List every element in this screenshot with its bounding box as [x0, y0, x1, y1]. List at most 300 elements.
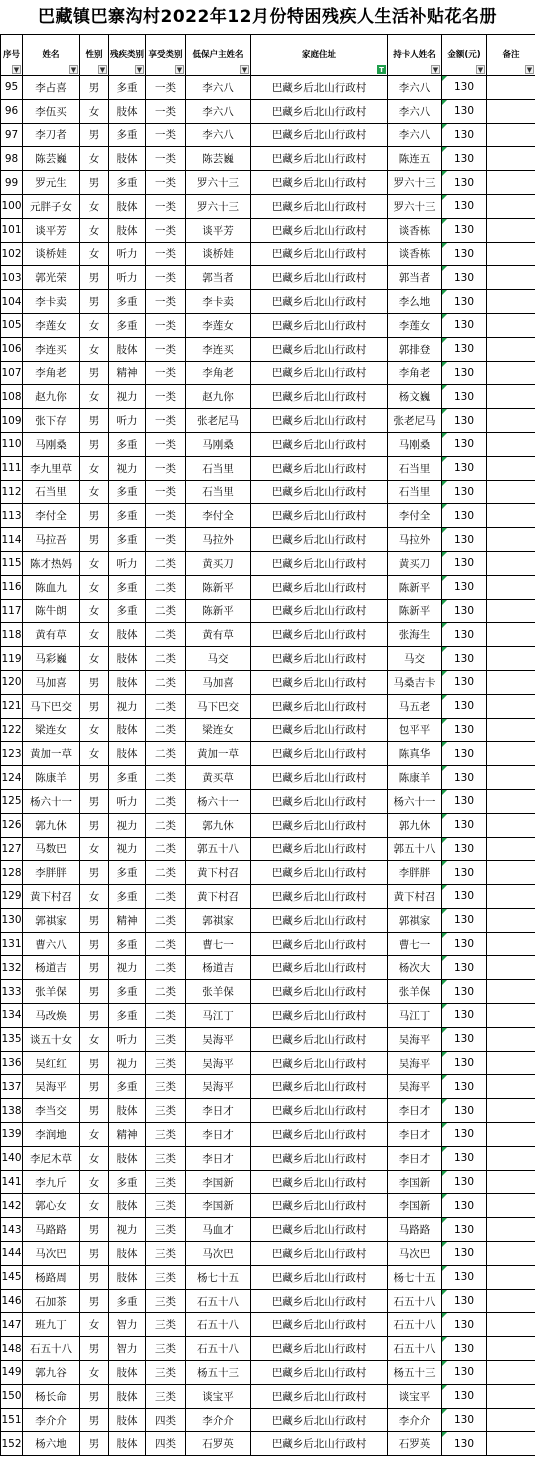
cell-address[interactable]: 巴藏乡后北山行政村 — [251, 1265, 388, 1289]
cell-note[interactable] — [487, 742, 535, 766]
cell-note[interactable] — [487, 861, 535, 885]
cell-household-head[interactable]: 李介介 — [186, 1408, 251, 1432]
cell-seq[interactable]: 105 — [1, 313, 23, 337]
cell-disability-type[interactable]: 多重 — [109, 1004, 146, 1028]
cell-amount[interactable]: 130 — [442, 361, 487, 385]
cell-sex[interactable]: 男 — [80, 1051, 109, 1075]
cell-seq[interactable]: 122 — [1, 718, 23, 742]
cell-amount[interactable]: 130 — [442, 956, 487, 980]
cell-cardholder[interactable]: 李么地 — [388, 290, 442, 314]
cell-name[interactable]: 马数巴 — [23, 837, 80, 861]
cell-amount[interactable]: 130 — [442, 837, 487, 861]
cell-name[interactable]: 梁连女 — [23, 718, 80, 742]
cell-seq[interactable]: 103 — [1, 266, 23, 290]
cell-sex[interactable]: 女 — [80, 218, 109, 242]
cell-note[interactable] — [487, 266, 535, 290]
cell-sex[interactable]: 男 — [80, 766, 109, 790]
cell-benefit-class[interactable]: 三类 — [146, 1265, 186, 1289]
cell-disability-type[interactable]: 肢体 — [109, 1361, 146, 1385]
cell-address[interactable]: 巴藏乡后北山行政村 — [251, 385, 388, 409]
cell-address[interactable]: 巴藏乡后北山行政村 — [251, 76, 388, 100]
cell-benefit-class[interactable]: 一类 — [146, 480, 186, 504]
cell-benefit-class[interactable]: 一类 — [146, 123, 186, 147]
cell-cardholder[interactable]: 包平平 — [388, 718, 442, 742]
cell-benefit-class[interactable]: 一类 — [146, 528, 186, 552]
cell-name[interactable]: 石加茶 — [23, 1289, 80, 1313]
cell-seq[interactable]: 120 — [1, 670, 23, 694]
cell-name[interactable]: 吴红红 — [23, 1051, 80, 1075]
cell-amount[interactable]: 130 — [442, 1194, 487, 1218]
cell-cardholder[interactable]: 石五十八 — [388, 1313, 442, 1337]
cell-sex[interactable]: 男 — [80, 290, 109, 314]
cell-disability-type[interactable]: 多重 — [109, 766, 146, 790]
cell-disability-type[interactable]: 多重 — [109, 504, 146, 528]
cell-sex[interactable]: 男 — [80, 432, 109, 456]
cell-amount[interactable]: 130 — [442, 694, 487, 718]
cell-name[interactable]: 黄有草 — [23, 623, 80, 647]
cell-sex[interactable]: 男 — [80, 361, 109, 385]
cell-benefit-class[interactable]: 一类 — [146, 456, 186, 480]
cell-cardholder[interactable]: 马次巴 — [388, 1242, 442, 1266]
cell-sex[interactable]: 男 — [80, 1384, 109, 1408]
cell-benefit-class[interactable]: 二类 — [146, 813, 186, 837]
cell-benefit-class[interactable]: 一类 — [146, 76, 186, 100]
cell-cardholder[interactable]: 李六八 — [388, 123, 442, 147]
cell-household-head[interactable]: 张羊保 — [186, 980, 251, 1004]
cell-household-head[interactable]: 石五十八 — [186, 1289, 251, 1313]
cell-note[interactable] — [487, 885, 535, 909]
cell-name[interactable]: 杨道吉 — [23, 956, 80, 980]
cell-sex[interactable]: 男 — [80, 1242, 109, 1266]
cell-address[interactable]: 巴藏乡后北山行政村 — [251, 647, 388, 671]
cell-amount[interactable]: 130 — [442, 1075, 487, 1099]
cell-name[interactable]: 郭祺家 — [23, 908, 80, 932]
cell-note[interactable] — [487, 313, 535, 337]
cell-disability-type[interactable]: 多重 — [109, 1289, 146, 1313]
cell-sex[interactable]: 男 — [80, 1289, 109, 1313]
cell-seq[interactable]: 99 — [1, 171, 23, 195]
cell-cardholder[interactable]: 杨五十三 — [388, 1361, 442, 1385]
cell-sex[interactable]: 女 — [80, 1361, 109, 1385]
cell-household-head[interactable]: 黄买草 — [186, 766, 251, 790]
cell-benefit-class[interactable]: 三类 — [146, 1146, 186, 1170]
cell-name[interactable]: 李伍买 — [23, 99, 80, 123]
cell-disability-type[interactable]: 视力 — [109, 694, 146, 718]
cell-amount[interactable]: 130 — [442, 599, 487, 623]
cell-cardholder[interactable]: 李角老 — [388, 361, 442, 385]
cell-amount[interactable]: 130 — [442, 766, 487, 790]
filter-dropdown-icon[interactable]: ▼ — [477, 66, 484, 74]
cell-seq[interactable]: 128 — [1, 861, 23, 885]
cell-note[interactable] — [487, 694, 535, 718]
cell-amount[interactable]: 130 — [442, 742, 487, 766]
cell-sex[interactable]: 男 — [80, 694, 109, 718]
cell-name[interactable]: 陈血九 — [23, 575, 80, 599]
cell-benefit-class[interactable]: 三类 — [146, 1361, 186, 1385]
cell-note[interactable] — [487, 1146, 535, 1170]
cell-sex[interactable]: 女 — [80, 647, 109, 671]
cell-note[interactable] — [487, 480, 535, 504]
cell-sex[interactable]: 男 — [80, 1218, 109, 1242]
cell-amount[interactable]: 130 — [442, 1099, 487, 1123]
cell-disability-type[interactable]: 多重 — [109, 599, 146, 623]
cell-note[interactable] — [487, 980, 535, 1004]
cell-cardholder[interactable]: 李日才 — [388, 1123, 442, 1147]
cell-household-head[interactable]: 李国新 — [186, 1194, 251, 1218]
cell-address[interactable]: 巴藏乡后北山行政村 — [251, 670, 388, 694]
cell-note[interactable] — [487, 76, 535, 100]
cell-household-head[interactable]: 谈宝平 — [186, 1384, 251, 1408]
cell-address[interactable]: 巴藏乡后北山行政村 — [251, 599, 388, 623]
cell-disability-type[interactable]: 视力 — [109, 837, 146, 861]
cell-disability-type[interactable]: 视力 — [109, 385, 146, 409]
filter-dropdown-icon[interactable]: ▼ — [13, 66, 20, 74]
cell-name[interactable]: 马加喜 — [23, 670, 80, 694]
cell-seq[interactable]: 125 — [1, 789, 23, 813]
cell-cardholder[interactable]: 陈真华 — [388, 742, 442, 766]
cell-benefit-class[interactable]: 三类 — [146, 1218, 186, 1242]
cell-note[interactable] — [487, 1218, 535, 1242]
cell-amount[interactable]: 130 — [442, 1123, 487, 1147]
cell-note[interactable] — [487, 789, 535, 813]
cell-cardholder[interactable]: 马路路 — [388, 1218, 442, 1242]
cell-amount[interactable]: 130 — [442, 1313, 487, 1337]
cell-address[interactable]: 巴藏乡后北山行政村 — [251, 147, 388, 171]
cell-note[interactable] — [487, 1265, 535, 1289]
cell-cardholder[interactable]: 郭排登 — [388, 337, 442, 361]
cell-note[interactable] — [487, 385, 535, 409]
cell-cardholder[interactable]: 陈连五 — [388, 147, 442, 171]
cell-household-head[interactable]: 石当里 — [186, 480, 251, 504]
cell-benefit-class[interactable]: 一类 — [146, 409, 186, 433]
cell-benefit-class[interactable]: 三类 — [146, 1242, 186, 1266]
cell-sex[interactable]: 男 — [80, 789, 109, 813]
cell-note[interactable] — [487, 1361, 535, 1385]
cell-sex[interactable]: 男 — [80, 171, 109, 195]
cell-benefit-class[interactable]: 二类 — [146, 1004, 186, 1028]
cell-address[interactable]: 巴藏乡后北山行政村 — [251, 1027, 388, 1051]
cell-seq[interactable]: 134 — [1, 1004, 23, 1028]
cell-disability-type[interactable]: 肢体 — [109, 1432, 146, 1456]
cell-sex[interactable]: 男 — [80, 1408, 109, 1432]
cell-address[interactable]: 巴藏乡后北山行政村 — [251, 1194, 388, 1218]
filter-dropdown-icon[interactable]: ▼ — [136, 66, 143, 74]
cell-household-head[interactable]: 李六八 — [186, 76, 251, 100]
cell-household-head[interactable]: 马刚桑 — [186, 432, 251, 456]
cell-name[interactable]: 李九里草 — [23, 456, 80, 480]
cell-amount[interactable]: 130 — [442, 76, 487, 100]
cell-sex[interactable]: 女 — [80, 623, 109, 647]
cell-seq[interactable]: 102 — [1, 242, 23, 266]
cell-benefit-class[interactable]: 一类 — [146, 313, 186, 337]
cell-address[interactable]: 巴藏乡后北山行政村 — [251, 1313, 388, 1337]
cell-cardholder[interactable]: 郭祺家 — [388, 908, 442, 932]
cell-cardholder[interactable]: 张海生 — [388, 623, 442, 647]
cell-amount[interactable]: 130 — [442, 1242, 487, 1266]
cell-benefit-class[interactable]: 一类 — [146, 290, 186, 314]
cell-cardholder[interactable]: 杨次大 — [388, 956, 442, 980]
filter-dropdown-icon[interactable]: ▼ — [176, 66, 183, 74]
cell-household-head[interactable]: 黄加一草 — [186, 742, 251, 766]
cell-amount[interactable]: 130 — [442, 623, 487, 647]
cell-address[interactable]: 巴藏乡后北山行政村 — [251, 432, 388, 456]
cell-seq[interactable]: 135 — [1, 1027, 23, 1051]
cell-cardholder[interactable]: 李介介 — [388, 1408, 442, 1432]
cell-amount[interactable]: 130 — [442, 432, 487, 456]
cell-cardholder[interactable]: 马五老 — [388, 694, 442, 718]
cell-benefit-class[interactable]: 一类 — [146, 171, 186, 195]
cell-cardholder[interactable]: 吴海平 — [388, 1075, 442, 1099]
cell-disability-type[interactable]: 肢体 — [109, 194, 146, 218]
cell-cardholder[interactable]: 曹七一 — [388, 932, 442, 956]
cell-amount[interactable]: 130 — [442, 908, 487, 932]
cell-benefit-class[interactable]: 二类 — [146, 742, 186, 766]
cell-disability-type[interactable]: 听力 — [109, 266, 146, 290]
cell-address[interactable]: 巴藏乡后北山行政村 — [251, 456, 388, 480]
cell-name[interactable]: 李刀者 — [23, 123, 80, 147]
cell-name[interactable]: 杨六地 — [23, 1432, 80, 1456]
cell-amount[interactable]: 130 — [442, 980, 487, 1004]
cell-name[interactable]: 马改焕 — [23, 1004, 80, 1028]
cell-amount[interactable]: 130 — [442, 1361, 487, 1385]
cell-disability-type[interactable]: 肢体 — [109, 1099, 146, 1123]
cell-address[interactable]: 巴藏乡后北山行政村 — [251, 218, 388, 242]
cell-benefit-class[interactable]: 三类 — [146, 1027, 186, 1051]
cell-household-head[interactable]: 张老尼马 — [186, 409, 251, 433]
cell-cardholder[interactable]: 李莲女 — [388, 313, 442, 337]
cell-household-head[interactable]: 李卡卖 — [186, 290, 251, 314]
cell-seq[interactable]: 149 — [1, 1361, 23, 1385]
cell-household-head[interactable]: 李日才 — [186, 1123, 251, 1147]
cell-sex[interactable]: 男 — [80, 266, 109, 290]
cell-note[interactable] — [487, 647, 535, 671]
cell-name[interactable]: 李卡卖 — [23, 290, 80, 314]
cell-household-head[interactable]: 李六八 — [186, 123, 251, 147]
cell-cardholder[interactable]: 李付全 — [388, 504, 442, 528]
cell-sex[interactable]: 男 — [80, 932, 109, 956]
cell-cardholder[interactable]: 吴海平 — [388, 1051, 442, 1075]
cell-household-head[interactable]: 吴海平 — [186, 1027, 251, 1051]
cell-disability-type[interactable]: 肢体 — [109, 742, 146, 766]
cell-disability-type[interactable]: 听力 — [109, 551, 146, 575]
cell-seq[interactable]: 119 — [1, 647, 23, 671]
cell-note[interactable] — [487, 147, 535, 171]
cell-amount[interactable]: 130 — [442, 932, 487, 956]
cell-name[interactable]: 马下巴交 — [23, 694, 80, 718]
cell-name[interactable]: 马彩巍 — [23, 647, 80, 671]
cell-address[interactable]: 巴藏乡后北山行政村 — [251, 242, 388, 266]
cell-household-head[interactable]: 郭祺家 — [186, 908, 251, 932]
cell-amount[interactable]: 130 — [442, 813, 487, 837]
cell-address[interactable]: 巴藏乡后北山行政村 — [251, 528, 388, 552]
cell-address[interactable]: 巴藏乡后北山行政村 — [251, 361, 388, 385]
cell-disability-type[interactable]: 智力 — [109, 1337, 146, 1361]
cell-note[interactable] — [487, 242, 535, 266]
cell-seq[interactable]: 107 — [1, 361, 23, 385]
cell-sex[interactable]: 女 — [80, 1313, 109, 1337]
cell-address[interactable]: 巴藏乡后北山行政村 — [251, 1099, 388, 1123]
cell-benefit-class[interactable]: 三类 — [146, 1123, 186, 1147]
cell-note[interactable] — [487, 932, 535, 956]
cell-cardholder[interactable]: 石五十八 — [388, 1289, 442, 1313]
cell-benefit-class[interactable]: 三类 — [146, 1075, 186, 1099]
cell-address[interactable]: 巴藏乡后北山行政村 — [251, 718, 388, 742]
cell-cardholder[interactable]: 李日才 — [388, 1146, 442, 1170]
cell-amount[interactable]: 130 — [442, 861, 487, 885]
cell-seq[interactable]: 96 — [1, 99, 23, 123]
cell-benefit-class[interactable]: 二类 — [146, 789, 186, 813]
filter-dropdown-icon[interactable]: ▼ — [241, 66, 248, 74]
cell-disability-type[interactable]: 精神 — [109, 908, 146, 932]
cell-address[interactable]: 巴藏乡后北山行政村 — [251, 266, 388, 290]
cell-seq[interactable]: 113 — [1, 504, 23, 528]
cell-disability-type[interactable]: 听力 — [109, 409, 146, 433]
cell-address[interactable]: 巴藏乡后北山行政村 — [251, 908, 388, 932]
cell-amount[interactable]: 130 — [442, 1289, 487, 1313]
cell-sex[interactable]: 男 — [80, 409, 109, 433]
cell-seq[interactable]: 95 — [1, 76, 23, 100]
cell-household-head[interactable]: 郭五十八 — [186, 837, 251, 861]
cell-benefit-class[interactable]: 二类 — [146, 837, 186, 861]
cell-cardholder[interactable]: 罗六十三 — [388, 171, 442, 195]
cell-household-head[interactable]: 吴海平 — [186, 1051, 251, 1075]
cell-sex[interactable]: 女 — [80, 575, 109, 599]
cell-disability-type[interactable]: 多重 — [109, 1075, 146, 1099]
cell-disability-type[interactable]: 精神 — [109, 361, 146, 385]
cell-cardholder[interactable]: 李胖胖 — [388, 861, 442, 885]
cell-address[interactable]: 巴藏乡后北山行政村 — [251, 1170, 388, 1194]
cell-household-head[interactable]: 马江丁 — [186, 1004, 251, 1028]
cell-address[interactable]: 巴藏乡后北山行政村 — [251, 123, 388, 147]
cell-disability-type[interactable]: 多重 — [109, 480, 146, 504]
cell-household-head[interactable]: 杨六十一 — [186, 789, 251, 813]
cell-name[interactable]: 马拉吾 — [23, 528, 80, 552]
cell-benefit-class[interactable]: 二类 — [146, 980, 186, 1004]
cell-household-head[interactable]: 杨道吉 — [186, 956, 251, 980]
cell-sex[interactable]: 男 — [80, 956, 109, 980]
cell-amount[interactable]: 130 — [442, 456, 487, 480]
cell-disability-type[interactable]: 肢体 — [109, 718, 146, 742]
cell-name[interactable]: 马路路 — [23, 1218, 80, 1242]
cell-seq[interactable]: 141 — [1, 1170, 23, 1194]
cell-disability-type[interactable]: 肢体 — [109, 1194, 146, 1218]
cell-sex[interactable]: 女 — [80, 885, 109, 909]
cell-amount[interactable]: 130 — [442, 504, 487, 528]
cell-address[interactable]: 巴藏乡后北山行政村 — [251, 504, 388, 528]
cell-name[interactable]: 陈牛朗 — [23, 599, 80, 623]
cell-disability-type[interactable]: 听力 — [109, 789, 146, 813]
cell-household-head[interactable]: 黄买刀 — [186, 551, 251, 575]
cell-cardholder[interactable]: 谈宝平 — [388, 1384, 442, 1408]
cell-seq[interactable]: 138 — [1, 1099, 23, 1123]
cell-disability-type[interactable]: 多重 — [109, 123, 146, 147]
cell-name[interactable]: 黄加一草 — [23, 742, 80, 766]
cell-sex[interactable]: 男 — [80, 1004, 109, 1028]
cell-name[interactable]: 李润地 — [23, 1123, 80, 1147]
cell-address[interactable]: 巴藏乡后北山行政村 — [251, 313, 388, 337]
cell-sex[interactable]: 女 — [80, 147, 109, 171]
cell-benefit-class[interactable]: 一类 — [146, 194, 186, 218]
cell-disability-type[interactable]: 精神 — [109, 1123, 146, 1147]
cell-address[interactable]: 巴藏乡后北山行政村 — [251, 337, 388, 361]
cell-amount[interactable]: 130 — [442, 218, 487, 242]
cell-address[interactable]: 巴藏乡后北山行政村 — [251, 1337, 388, 1361]
cell-sex[interactable]: 女 — [80, 99, 109, 123]
cell-address[interactable]: 巴藏乡后北山行政村 — [251, 694, 388, 718]
cell-amount[interactable]: 130 — [442, 194, 487, 218]
cell-note[interactable] — [487, 337, 535, 361]
cell-note[interactable] — [487, 1384, 535, 1408]
cell-benefit-class[interactable]: 二类 — [146, 861, 186, 885]
cell-seq[interactable]: 143 — [1, 1218, 23, 1242]
cell-seq[interactable]: 144 — [1, 1242, 23, 1266]
cell-sex[interactable]: 男 — [80, 1075, 109, 1099]
cell-note[interactable] — [487, 623, 535, 647]
cell-household-head[interactable]: 马加喜 — [186, 670, 251, 694]
cell-sex[interactable]: 男 — [80, 1265, 109, 1289]
cell-name[interactable]: 吴海平 — [23, 1075, 80, 1099]
cell-address[interactable]: 巴藏乡后北山行政村 — [251, 1242, 388, 1266]
cell-sex[interactable]: 男 — [80, 670, 109, 694]
cell-disability-type[interactable]: 多重 — [109, 861, 146, 885]
cell-note[interactable] — [487, 1194, 535, 1218]
cell-benefit-class[interactable]: 一类 — [146, 385, 186, 409]
cell-name[interactable]: 张羊保 — [23, 980, 80, 1004]
cell-address[interactable]: 巴藏乡后北山行政村 — [251, 1051, 388, 1075]
cell-note[interactable] — [487, 1123, 535, 1147]
cell-disability-type[interactable]: 多重 — [109, 76, 146, 100]
cell-name[interactable]: 杨六十一 — [23, 789, 80, 813]
cell-cardholder[interactable]: 郭五十八 — [388, 837, 442, 861]
cell-household-head[interactable]: 吴海平 — [186, 1075, 251, 1099]
cell-cardholder[interactable]: 张羊保 — [388, 980, 442, 1004]
cell-seq[interactable]: 117 — [1, 599, 23, 623]
cell-seq[interactable]: 148 — [1, 1337, 23, 1361]
cell-benefit-class[interactable]: 二类 — [146, 718, 186, 742]
cell-cardholder[interactable]: 李国新 — [388, 1194, 442, 1218]
cell-address[interactable]: 巴藏乡后北山行政村 — [251, 1146, 388, 1170]
cell-benefit-class[interactable]: 二类 — [146, 623, 186, 647]
cell-name[interactable]: 郭心女 — [23, 1194, 80, 1218]
cell-sex[interactable]: 男 — [80, 861, 109, 885]
cell-disability-type[interactable]: 多重 — [109, 432, 146, 456]
cell-amount[interactable]: 130 — [442, 337, 487, 361]
cell-note[interactable] — [487, 194, 535, 218]
cell-seq[interactable]: 97 — [1, 123, 23, 147]
cell-seq[interactable]: 118 — [1, 623, 23, 647]
cell-seq[interactable]: 106 — [1, 337, 23, 361]
cell-sex[interactable]: 女 — [80, 1146, 109, 1170]
cell-household-head[interactable]: 马次巴 — [186, 1242, 251, 1266]
cell-note[interactable] — [487, 290, 535, 314]
cell-seq[interactable]: 137 — [1, 1075, 23, 1099]
cell-seq[interactable]: 150 — [1, 1384, 23, 1408]
cell-sex[interactable]: 女 — [80, 480, 109, 504]
cell-note[interactable] — [487, 575, 535, 599]
cell-household-head[interactable]: 赵九你 — [186, 385, 251, 409]
cell-sex[interactable]: 女 — [80, 1170, 109, 1194]
cell-amount[interactable]: 130 — [442, 99, 487, 123]
cell-note[interactable] — [487, 1170, 535, 1194]
cell-sex[interactable]: 男 — [80, 813, 109, 837]
cell-address[interactable]: 巴藏乡后北山行政村 — [251, 575, 388, 599]
cell-address[interactable]: 巴藏乡后北山行政村 — [251, 885, 388, 909]
cell-address[interactable]: 巴藏乡后北山行政村 — [251, 766, 388, 790]
cell-sex[interactable]: 女 — [80, 337, 109, 361]
cell-seq[interactable]: 133 — [1, 980, 23, 1004]
cell-disability-type[interactable]: 肢体 — [109, 1146, 146, 1170]
cell-name[interactable]: 杨路周 — [23, 1265, 80, 1289]
